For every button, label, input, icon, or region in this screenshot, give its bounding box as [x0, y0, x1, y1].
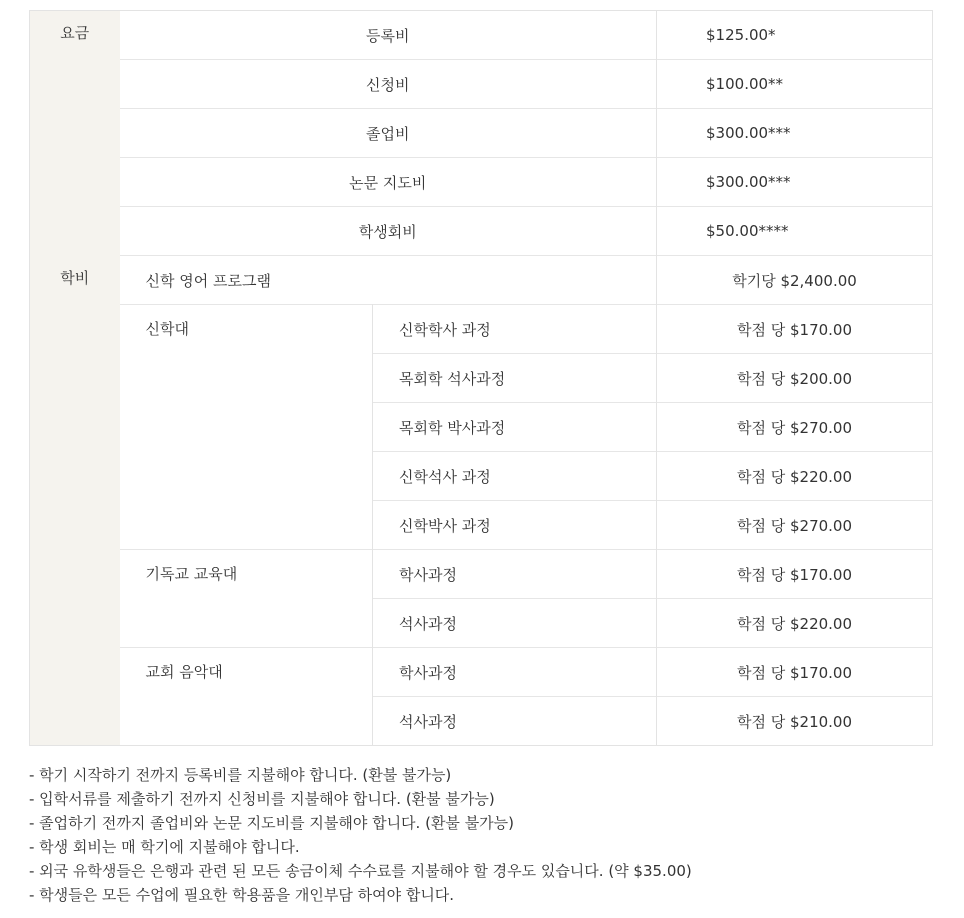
- fee-amount: $300.00***: [657, 109, 933, 158]
- college-name: 신학대: [120, 305, 373, 550]
- table-row: [30, 207, 933, 256]
- fee-item: 등록비: [120, 11, 657, 60]
- note-item: - 졸업하기 전까지 졸업비와 논문 지도비를 지불해야 합니다. (환불 불가능): [29, 814, 515, 832]
- tuition-amount: 학점 당 $170.00: [657, 550, 933, 599]
- table-row: [30, 305, 933, 354]
- note-item: - 학생들은 모든 수업에 필요한 학용품을 개인부담 하여야 합니다.: [29, 886, 455, 904]
- table-row: [30, 550, 933, 599]
- fee-item: 논문 지도비: [120, 158, 657, 207]
- tuition-amount: 학기당 $2,400.00: [657, 256, 933, 305]
- note-item: - 학생 회비는 매 학기에 지불해야 합니다.: [29, 838, 300, 856]
- tuition-amount: 학점 당 $200.00: [657, 354, 933, 403]
- program-name: 목회학 박사과정: [373, 403, 657, 452]
- note-item: - 외국 유학생들은 은행과 관련 된 모든 송금이체 수수료를 지불해야 할 경우도 있습니다. (약 $35.00): [29, 862, 692, 880]
- tuition-amount: 학점 당 $270.00: [657, 501, 933, 550]
- table-row: [30, 256, 933, 305]
- table-row: [30, 60, 933, 109]
- table-row: [30, 11, 933, 60]
- table-row: [30, 158, 933, 207]
- fee-amount: $300.00***: [657, 158, 933, 207]
- program-name: 석사과정: [373, 599, 657, 648]
- table-row: [30, 109, 933, 158]
- tuition-amount: 학점 당 $210.00: [657, 697, 933, 746]
- program-name: 신학석사 과정: [373, 452, 657, 501]
- fee-item: 학생회비: [120, 207, 657, 256]
- program-name: 학사과정: [373, 648, 657, 697]
- note-item: - 학기 시작하기 전까지 등록비를 지불해야 합니다. (환불 불가능): [29, 766, 452, 784]
- college-name: 기독교 교육대: [120, 550, 373, 648]
- fee-amount: $125.00*: [706, 26, 776, 44]
- table-row: [30, 648, 933, 697]
- fees-section-label: 요금: [30, 11, 120, 256]
- fee-item: 졸업비: [120, 109, 657, 158]
- program-name: 신학 영어 프로그램: [120, 256, 657, 305]
- fee-amount: $100.00**: [657, 60, 933, 109]
- program-name: 학사과정: [373, 550, 657, 599]
- program-name: 목회학 석사과정: [373, 354, 657, 403]
- fee-table: [29, 10, 933, 746]
- fee-notes: [29, 763, 949, 907]
- tuition-amount: 학점 당 $220.00: [657, 599, 933, 648]
- fee-amount: $50.00****: [657, 207, 933, 256]
- note-item: - 입학서류를 제출하기 전까지 신청비를 지불해야 합니다. (환불 불가능): [29, 790, 495, 808]
- program-name: 신학박사 과정: [373, 501, 657, 550]
- program-name: 신학학사 과정: [373, 305, 657, 354]
- tuition-amount: 학점 당 $220.00: [657, 452, 933, 501]
- program-name: 석사과정: [373, 697, 657, 746]
- college-name: 교회 음악대: [120, 648, 373, 746]
- tuition-amount: 학점 당 $170.00: [657, 305, 933, 354]
- tuition-amount: 학점 당 $170.00: [657, 648, 933, 697]
- fee-item: 신청비: [120, 60, 657, 109]
- tuition-amount: 학점 당 $270.00: [657, 403, 933, 452]
- tuition-section-label: 학비: [30, 256, 120, 746]
